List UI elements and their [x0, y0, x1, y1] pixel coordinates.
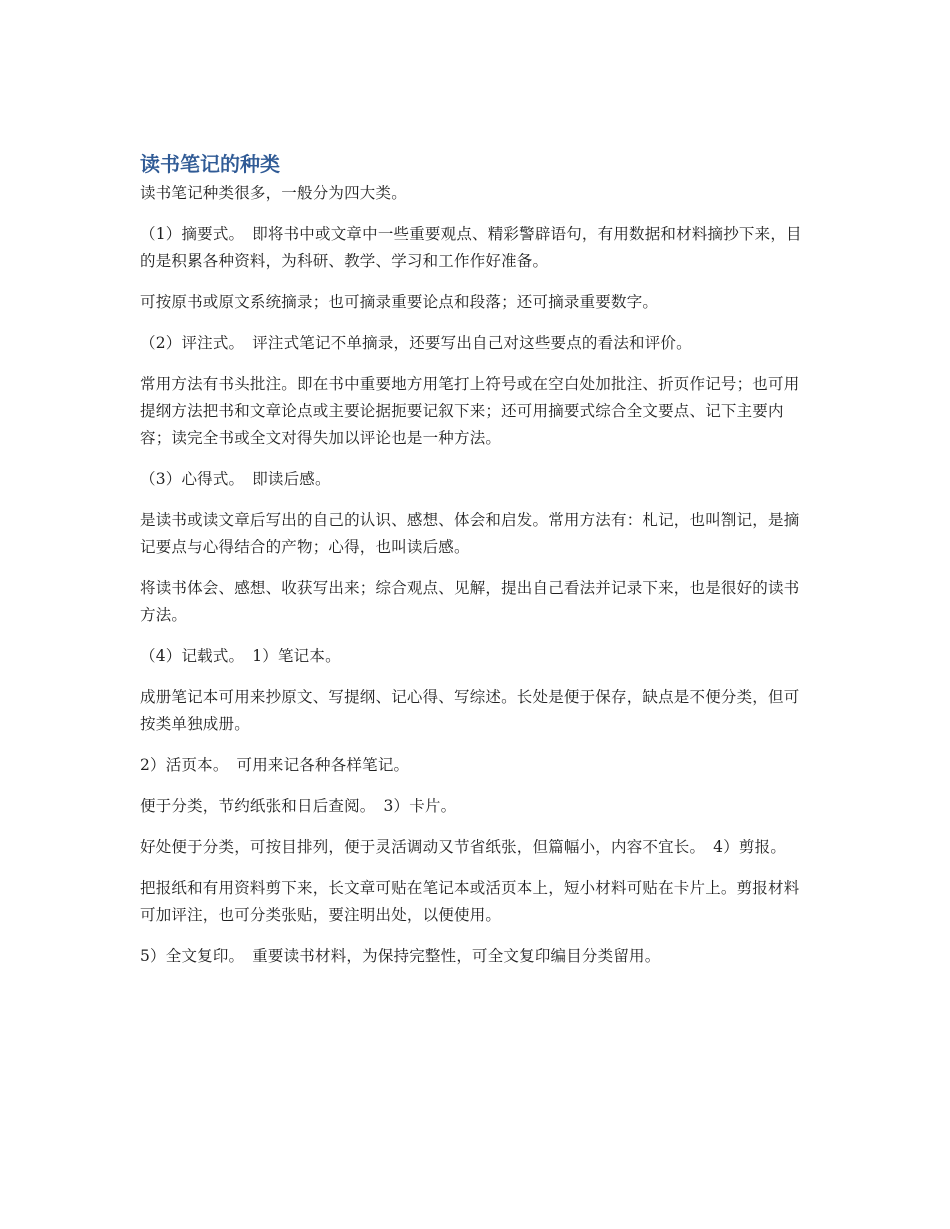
paragraph-annotation-methods: 常用方法有书头批注。即在书中重要地方用笔打上符号或在空白处加批注、折页作记号；也可用提纲方法把书和文章论点或主要论据扼要记叙下来；还可用摘要式综合全文要点、记下主要内容；读完全书或全文对得失加以评论也是一种方法。: [140, 375, 800, 447]
paragraph-annotation-type: （2）评注式。 评注式笔记不单摘录，还要写出自己对这些要点的看法和评价。: [140, 334, 692, 352]
paragraph-excerpt-methods: 可按原书或原文系统摘录；也可摘录重要论点和段落；还可摘录重要数字。: [140, 293, 659, 311]
paragraph-cards: 便于分类，节约纸张和日后查阅。 3）卡片。: [140, 797, 457, 815]
paragraph-excerpt-type: （1）摘要式。 即将书中或文章中一些重要观点、精彩警辟语句，有用数据和材料摘抄下来，目的是积累各种资料，为科研、教学、学习和工作作好准备。: [140, 225, 802, 270]
paragraph-record-type: （4）记载式。 1）笔记本。: [140, 647, 341, 665]
paragraph-notebook: 成册笔记本可用来抄原文、写提纲、记心得、写综述。长处是便于保存，缺点是不便分类，但可按类单独成册。: [140, 688, 800, 733]
paragraph-reflection-type: （3）心得式。 即读后感。: [140, 470, 331, 488]
paragraph-loose-leaf: 2）活页本。 可用来记各种各样笔记。: [140, 756, 410, 774]
paragraph-clippings-detail: 把报纸和有用资料剪下来，长文章可贴在笔记本或活页本上，短小材料可贴在卡片上。剪报材料可加评注，也可分类张贴，要注明出处，以便使用。: [140, 879, 800, 924]
paragraph-clippings: 好处便于分类，可按目排列，便于灵活调动又节省纸张，但篇幅小，内容不宜长。 4）剪报。: [140, 838, 787, 856]
paragraph-photocopy: 5）全文复印。 重要读书材料，为保持完整性，可全文复印编目分类留用。: [140, 947, 661, 965]
document-title: 读书笔记的种类: [140, 152, 280, 176]
paragraph-reflection-methods: 将读书体会、感想、收获写出来；综合观点、见解，提出自己看法并记录下来，也是很好的读书方法。: [140, 579, 800, 624]
paragraph-reflection-definition: 是读书或读文章后写出的自己的认识、感想、体会和启发。常用方法有：札记，也叫劄记，是摘记要点与心得结合的产物；心得，也叫读后感。: [140, 511, 800, 556]
intro-paragraph: 读书笔记种类很多，一般分为四大类。: [140, 184, 407, 202]
document-content: [140, 150, 812, 984]
